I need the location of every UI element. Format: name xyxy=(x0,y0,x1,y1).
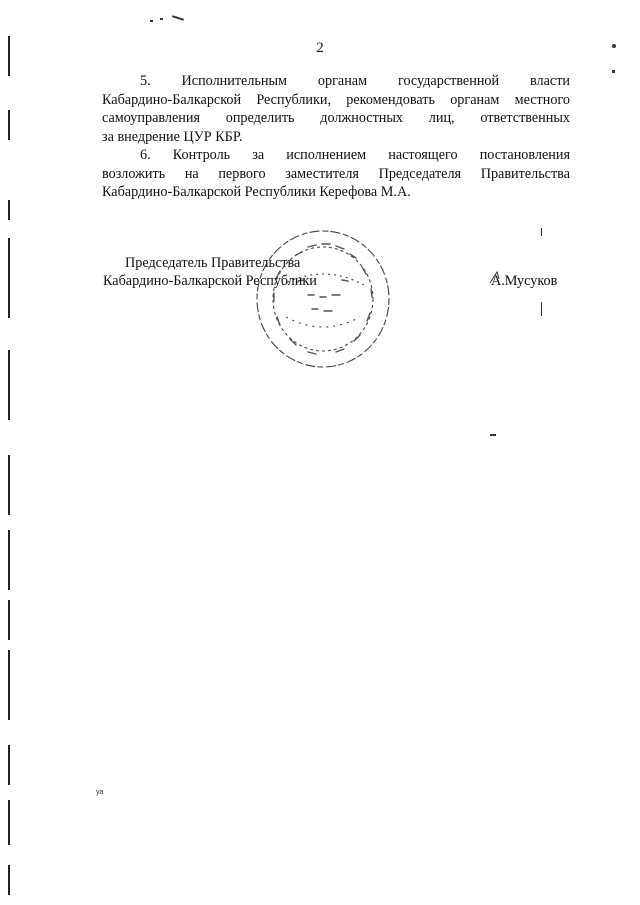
scan-speck xyxy=(490,434,496,436)
scan-artifact xyxy=(8,530,10,590)
text-line: за внедрение ЦУР КБР. xyxy=(102,128,243,145)
scan-artifact xyxy=(8,600,10,640)
scan-speck xyxy=(172,15,184,21)
signatory-title-line1: Председатель Правительства xyxy=(125,255,301,271)
page-number: 2 xyxy=(316,40,324,56)
signatory-title-line2: Кабардино-Балкарской Республики xyxy=(103,273,317,289)
signatory-name: А.Мусуков xyxy=(491,273,558,289)
scan-speck xyxy=(160,18,163,20)
scan-artifact xyxy=(8,110,10,140)
scan-speck xyxy=(541,228,542,236)
text-line: возложить на первого заместителя Председателя Правительства xyxy=(102,165,570,182)
scan-artifact xyxy=(8,800,10,845)
text-line: 6. Контроль за исполнением настоящего постановления xyxy=(140,147,570,163)
text-line: Кабардино-Балкарской Республики, рекомендовать органам местного xyxy=(102,91,570,108)
scan-speck xyxy=(150,20,153,22)
scan-artifact xyxy=(8,650,10,720)
scan-artifact xyxy=(8,350,10,420)
footer-mark: уа xyxy=(96,789,104,796)
scan-artifact xyxy=(8,455,10,515)
body-text xyxy=(102,72,570,202)
scan-artifact xyxy=(8,200,10,220)
text-line: 5. Исполнительным органам государственной власти xyxy=(140,73,570,89)
scan-speck xyxy=(541,302,542,316)
scan-artifact xyxy=(8,745,10,785)
paragraph-6 xyxy=(102,146,570,202)
paragraph-5 xyxy=(102,72,570,146)
text-line: самоуправления определить должностных лиц, ответственных xyxy=(102,110,570,126)
scan-artifact xyxy=(8,865,10,895)
scan-artifact xyxy=(8,238,10,318)
text-line: Кабардино-Балкарской Республики Керефова М.А. xyxy=(102,184,411,200)
scan-speck xyxy=(612,70,615,73)
official-seal-icon xyxy=(252,225,394,373)
